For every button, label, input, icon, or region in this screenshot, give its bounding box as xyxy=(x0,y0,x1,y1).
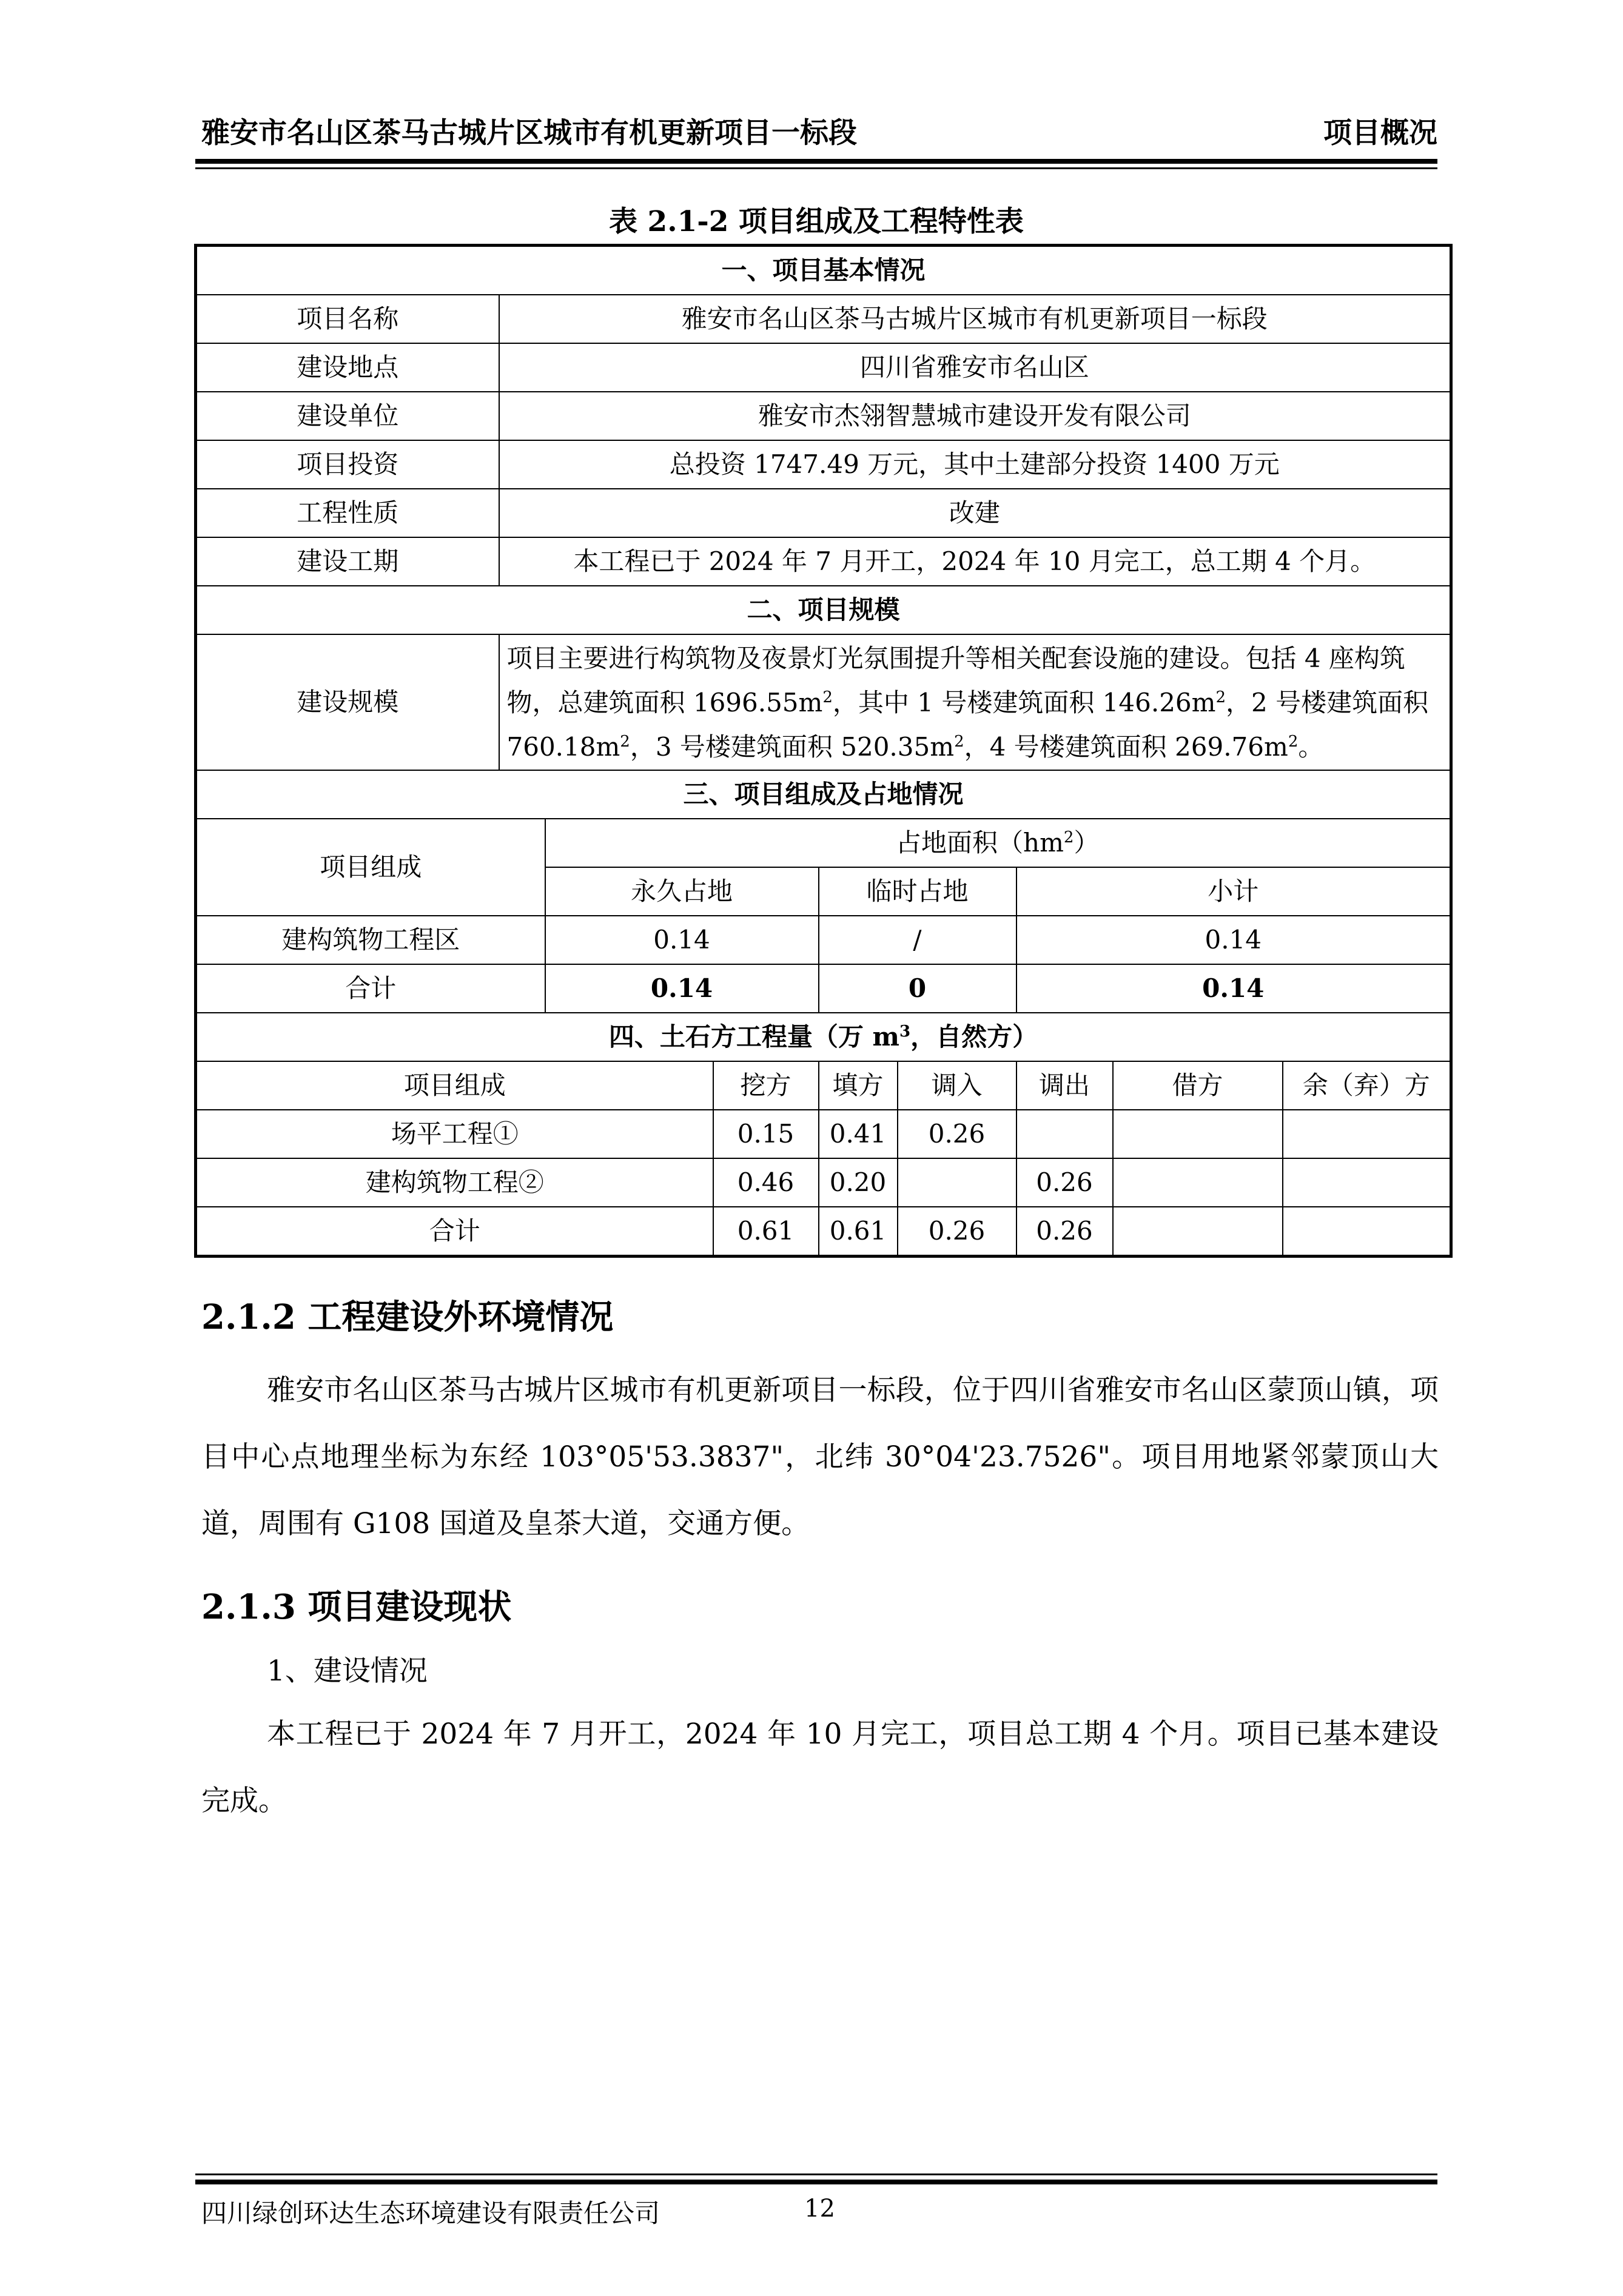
row-value: 总投资 1747.49 万元，其中土建部分投资 1400 万元 xyxy=(499,440,1451,489)
column-header: 挖方 xyxy=(713,1061,819,1110)
row-value: 本工程已于 2024 年 7 月开工，2024 年 10 月完工，总工期 4 个月。 xyxy=(499,537,1451,586)
row-label: 工程性质 xyxy=(196,489,499,537)
table-cell: 0.26 xyxy=(1016,1207,1113,1257)
row-value: 雅安市杰翎智慧城市建设开发有限公司 xyxy=(499,392,1451,440)
row-label: 建构筑物工程② xyxy=(196,1158,713,1207)
footer-company: 四川绿创环达生态环境建设有限责任公司 xyxy=(201,2198,660,2228)
row-label: 项目投资 xyxy=(196,440,499,489)
column-header: 小计 xyxy=(1016,867,1451,916)
table-row xyxy=(196,916,1451,964)
section-header-row xyxy=(196,770,1451,819)
section-title: 一、项目基本情况 xyxy=(196,246,1451,295)
section-header-row xyxy=(196,1013,1451,1061)
table-row xyxy=(196,295,1451,343)
row-value: 四川省雅安市名山区 xyxy=(499,343,1451,392)
table-row xyxy=(196,537,1451,586)
column-header: 借方 xyxy=(1113,1061,1283,1110)
column-header: 临时占地 xyxy=(819,867,1016,916)
section-212-paragraph: 雅安市名山区茶马古城片区城市有机更新项目一标段，位于四川省雅安市名山区蒙顶山镇，项目中心点地理坐标为东经 103°05'53.3837"，北纬 30°04'23.7526"。项目用地紧邻蒙顶山大道，周围有 G108 国道及皇茶大道，交通方便。 xyxy=(201,1374,1439,1540)
column-header: 调入 xyxy=(898,1061,1016,1110)
table-cell: 0.14 xyxy=(545,964,819,1013)
section-header-row xyxy=(196,246,1451,295)
row-label: 建设地点 xyxy=(196,343,499,392)
table-cell: 0 xyxy=(819,964,1016,1013)
table-cell: 0.20 xyxy=(819,1158,898,1207)
row-value: 雅安市名山区茶马古城片区城市有机更新项目一标段 xyxy=(499,295,1451,343)
scale-description: 项目主要进行构筑物及夜景灯光氛围提升等相关配套设施的建设。包括 4 座构筑物，总建筑面积 $1696.55m^2$，其中 1 号楼建筑面积 $146.26m^2$，2 号楼建筑面积 $760.18m^2$，3 号楼建筑面积 $520.35m^2$，4 号楼建筑面积 $269.76m^2$。 xyxy=(499,634,1451,770)
table-cell xyxy=(1016,1110,1113,1158)
table-row xyxy=(196,343,1451,392)
table-cell: 0.61 xyxy=(713,1207,819,1257)
table-cell xyxy=(898,1158,1016,1207)
table-row xyxy=(196,1110,1451,1158)
column-header: 项目组成 xyxy=(196,1061,713,1110)
table-cell: 0.26 xyxy=(898,1110,1016,1158)
column-header: 永久占地 xyxy=(545,867,819,916)
table-cell: / xyxy=(819,916,1016,964)
section-title: 二、项目规模 xyxy=(196,586,1451,634)
column-header: 余（弃）方 xyxy=(1283,1061,1451,1110)
table-cell: 0.46 xyxy=(713,1158,819,1207)
section-213-paragraph: 本工程已于 2024 年 7 月开工，2024 年 10 月完工，项目总工期 4 个月。项目已基本建设完成。 xyxy=(201,1717,1439,1818)
table-cell xyxy=(1113,1110,1283,1158)
footer-rule-thin xyxy=(195,2173,1437,2175)
column-header: 项目组成 xyxy=(196,819,545,916)
table-row xyxy=(196,819,1451,867)
table-cell: 0.61 xyxy=(819,1207,898,1257)
column-header: 填方 xyxy=(819,1061,898,1110)
table-cell: 0.41 xyxy=(819,1110,898,1158)
table-row xyxy=(196,392,1451,440)
table-cell: 0.14 xyxy=(1016,964,1451,1013)
section-title: 四、土石方工程量（万 $m^3$，自然方） xyxy=(196,1013,1451,1061)
table-cell xyxy=(1283,1207,1451,1257)
column-header: 调出 xyxy=(1016,1061,1113,1110)
header-rule-thin xyxy=(195,167,1437,169)
row-label: 合计 xyxy=(196,1207,713,1257)
section-heading-213: 2.1.3 项目建设现状 xyxy=(201,1587,512,1627)
table-cell xyxy=(1283,1158,1451,1207)
section-title: 三、项目组成及占地情况 xyxy=(196,770,1451,819)
project-spec-table xyxy=(194,244,1453,1258)
footer-rule-thick xyxy=(195,2180,1437,2184)
row-label: 建设单位 xyxy=(196,392,499,440)
table-row xyxy=(196,1158,1451,1207)
header-section: 项目概况 xyxy=(1323,116,1437,150)
row-label: 建构筑物工程区 xyxy=(196,916,545,964)
table-row xyxy=(196,964,1451,1013)
table-cell xyxy=(1283,1110,1451,1158)
table-cell: 0.26 xyxy=(1016,1158,1113,1207)
row-label: 合计 xyxy=(196,964,545,1013)
row-label: 建设工期 xyxy=(196,537,499,586)
header-rule-thick xyxy=(195,159,1437,164)
row-label: 项目名称 xyxy=(196,295,499,343)
table-cell: 0.14 xyxy=(545,916,819,964)
table-row xyxy=(196,440,1451,489)
table-cell xyxy=(1113,1207,1283,1257)
table-row xyxy=(196,1207,1451,1257)
page-number: 12 xyxy=(804,2195,835,2223)
table-cell: 0.14 xyxy=(1016,916,1451,964)
table-cell: 0.26 xyxy=(898,1207,1016,1257)
row-value: 改建 xyxy=(499,489,1451,537)
header-title: 雅安市名山区茶马古城片区城市有机更新项目一标段 xyxy=(201,116,857,150)
row-label: 建设规模 xyxy=(196,634,499,770)
subsection-item: 1、建设情况 xyxy=(267,1654,428,1688)
table-caption: 表 2.1-2 项目组成及工程特性表 xyxy=(609,205,1024,238)
section-header-row xyxy=(196,586,1451,634)
table-cell xyxy=(1113,1158,1283,1207)
row-label: 场平工程① xyxy=(196,1110,713,1158)
area-group-header: 占地面积$(hm^2)$ xyxy=(545,819,1451,867)
table-cell: 0.15 xyxy=(713,1110,819,1158)
table-row xyxy=(196,1061,1451,1110)
section-heading-212: 2.1.2 工程建设外环境情况 xyxy=(201,1297,614,1337)
table-row xyxy=(196,634,1451,770)
table-row xyxy=(196,489,1451,537)
